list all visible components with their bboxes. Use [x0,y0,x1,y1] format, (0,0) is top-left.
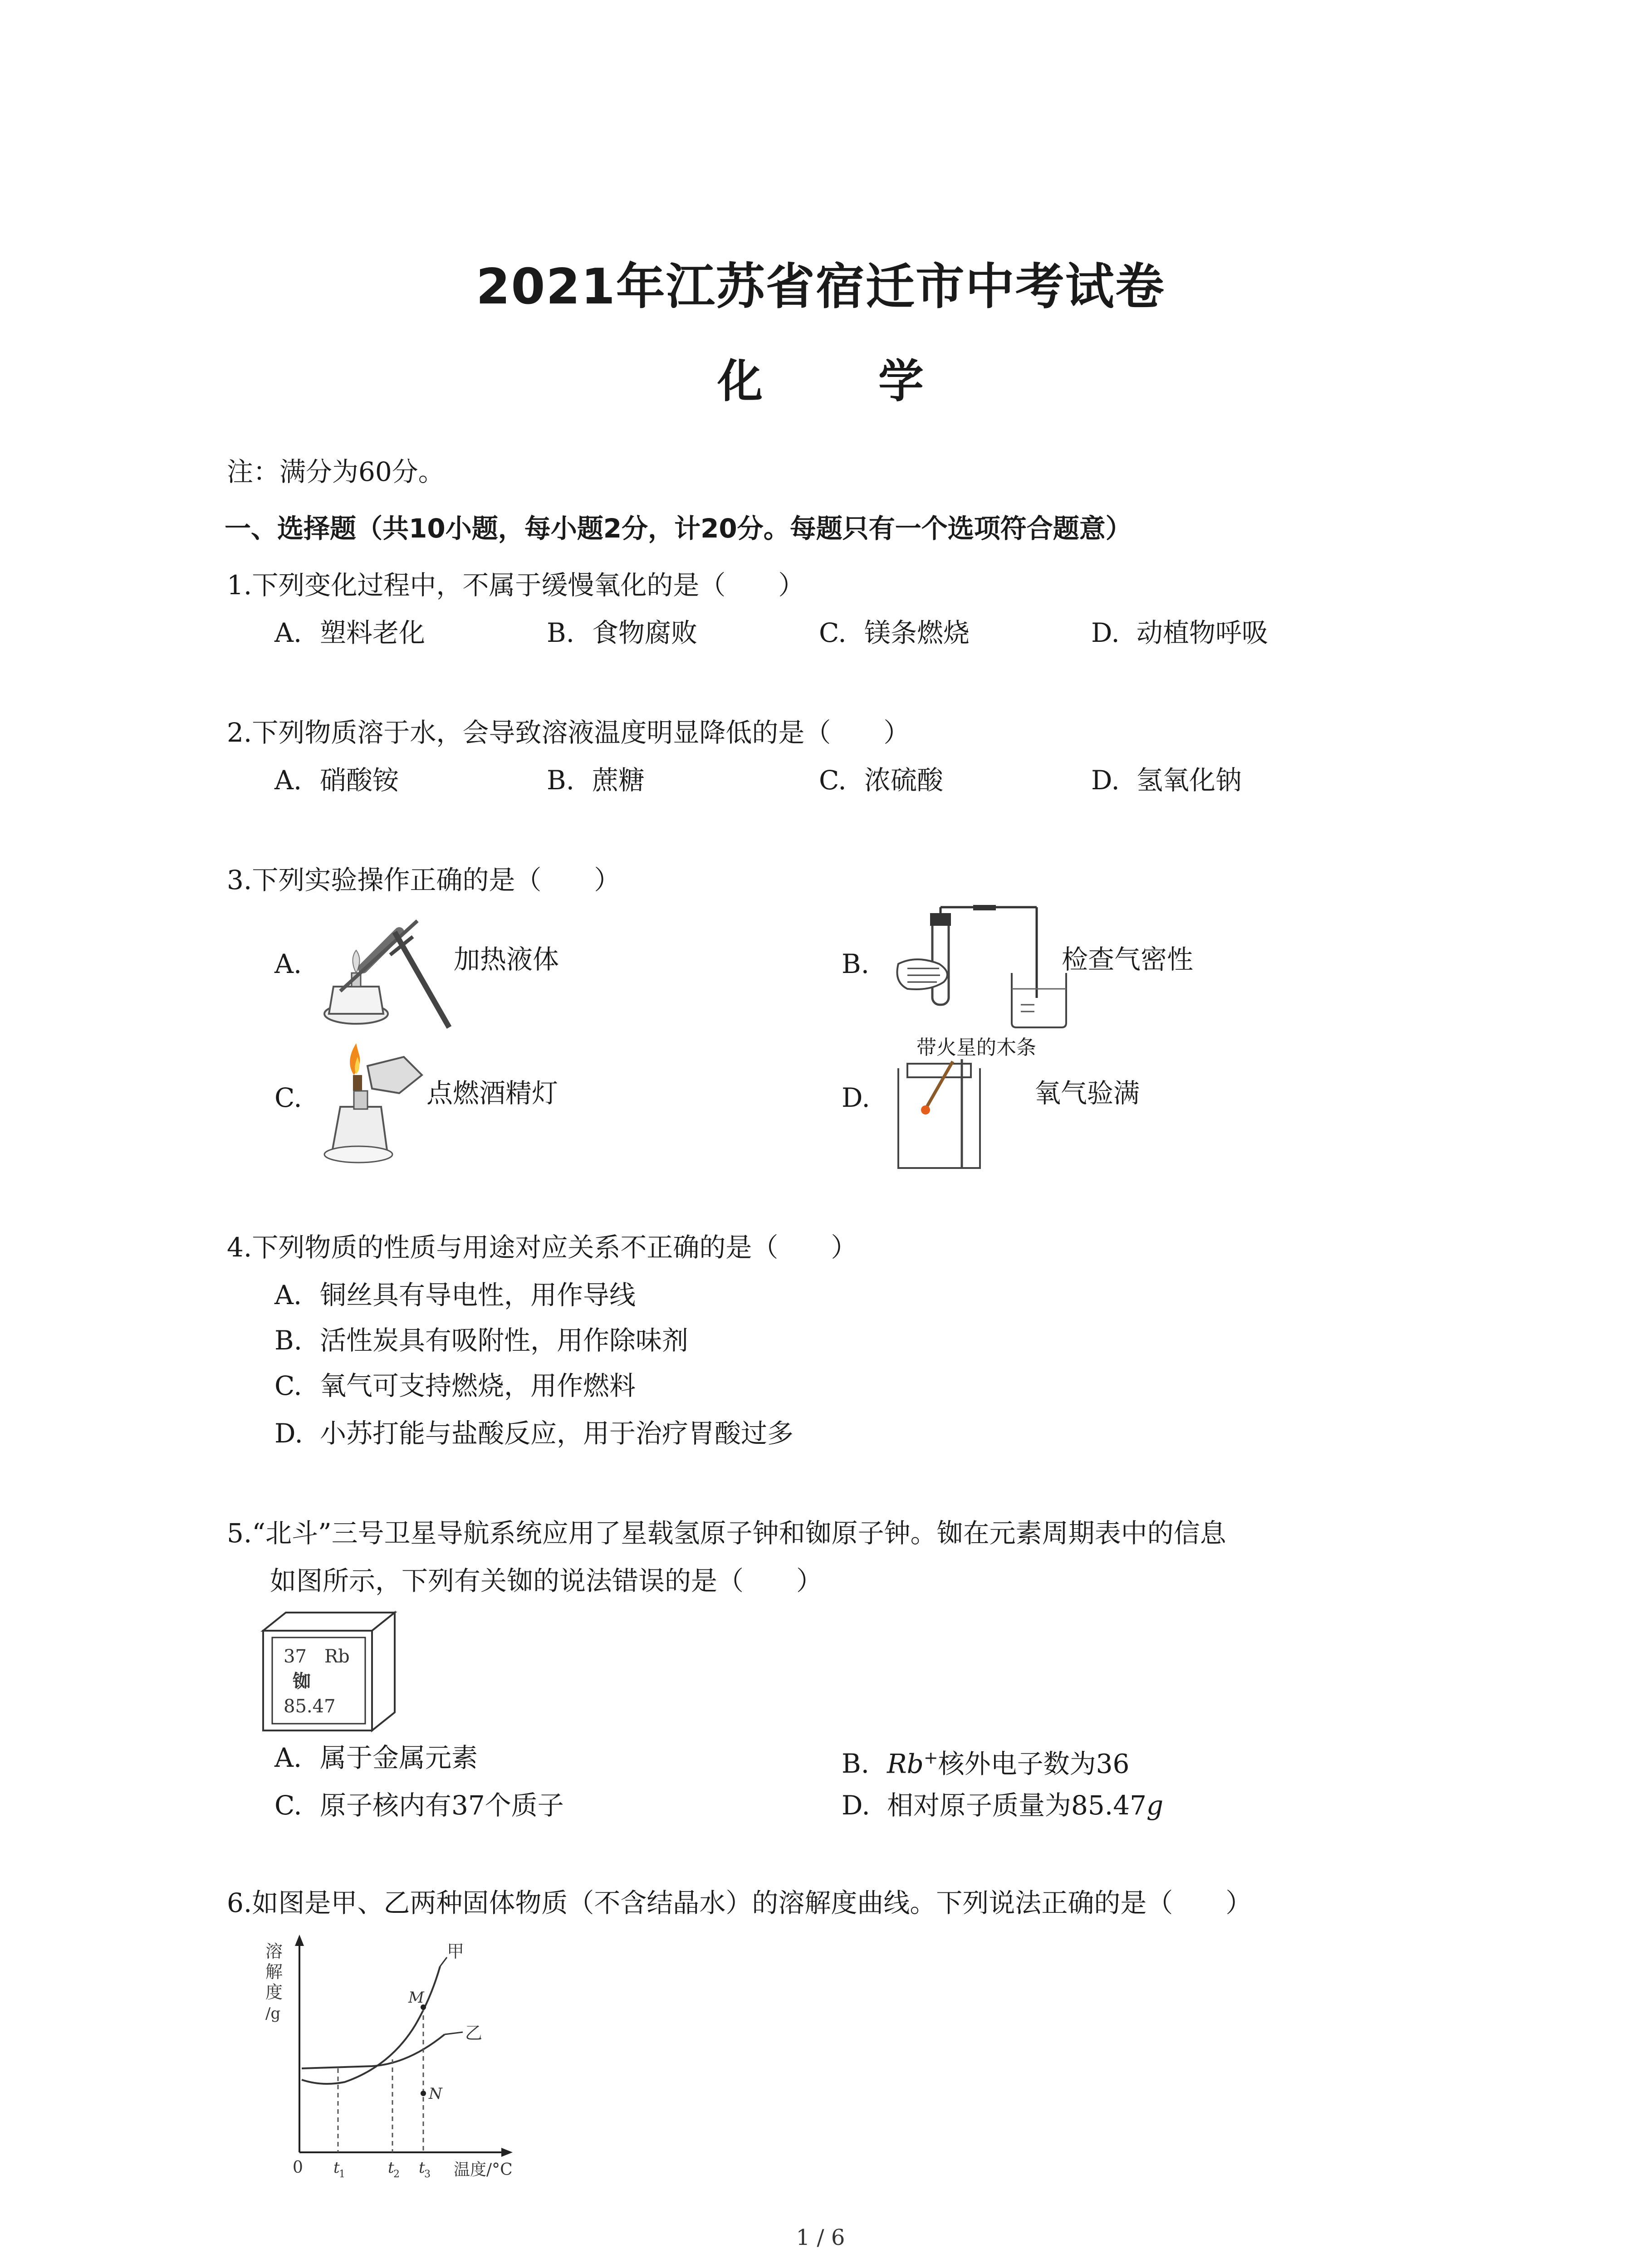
curve-yi-label: 乙 [465,2023,483,2043]
option-5a[interactable]: A. 属于金属元素 [274,1742,478,1773]
question-stem-line1: “北斗”三号卫星导航系统应用了星载氢原子钟和铷原子钟。铷在元素周期表中的信息 [252,1518,1226,1549]
t3-sub: 3 [424,2169,431,2180]
question-number: 2. [227,717,252,748]
option-2b[interactable]: B. 蔗糖 [547,765,645,796]
option-3a-text: 加热液体 [454,944,559,975]
y-axis-label-1: 溶 [265,1941,283,1961]
t2-label: t [388,2159,394,2177]
option-1a[interactable]: A. 塑料老化 [274,617,426,648]
option-2a[interactable]: A. 硝酸铵 [274,765,399,796]
question-number: 1. [227,570,252,601]
question-stem: 下列物质溶于水，会导致溶液温度明显降低的是（ ） [252,717,910,748]
option-5b[interactable]: B. Rb+核外电子数为36 [842,1748,1130,1779]
question-stem: 如图是甲、乙两种固体物质（不含结晶水）的溶解度曲线。下列说法正确的是（ ） [252,1887,1252,1918]
t1-label: t [333,2159,340,2177]
option-3c-text: 点燃酒精灯 [426,1078,558,1109]
element-name: 铷 [293,1671,311,1692]
option-3a-label[interactable]: A. [274,948,302,979]
t3-label: t [419,2159,425,2177]
question-number: 5. [227,1518,252,1549]
solubility-curve-graph [254,1930,544,2180]
question-1 [227,569,804,601]
element-number: 37 [284,1646,307,1667]
point-n [421,2091,426,2096]
x-axis-label: 温度/°C [454,2160,513,2179]
heating-liquid-illustration [313,905,467,1032]
section-heading: 一、选择题（共10小题，每小题2分，计20分。每题只有一个选项符合题意） [225,513,1132,544]
question-number: 6. [227,1887,252,1918]
x-axis-arrow-icon [501,2148,513,2157]
option-3d-text: 氧气验满 [1034,1078,1140,1109]
option-5c[interactable]: C. 原子核内有37个质子 [274,1790,564,1821]
lighting-alcohol-lamp-illustration [313,1039,436,1166]
question-3 [227,864,620,896]
question-stem: 下列实验操作正确的是（ ） [252,865,621,895]
origin-label: 0 [293,2158,303,2177]
question-6 [227,1887,1252,1919]
exam-subject: 化 学 [717,355,974,408]
option-4a[interactable]: A. 铜丝具有导电性，用作导线 [274,1280,636,1310]
t2-sub: 2 [393,2169,400,2180]
option-5d[interactable]: D. 相对原子质量为85.47g [842,1790,1164,1821]
element-symbol: Rb [324,1646,350,1667]
question-5-line2: 如图所示，下列有关铷的说法错误的是（ ） [270,1565,823,1596]
option-3b-label[interactable]: B. [842,948,870,979]
airtightness-check-illustration [889,905,1080,1032]
oxygen-full-check-illustration [889,1059,998,1173]
option-2c[interactable]: C. 浓硫酸 [819,765,944,796]
point-n-label: N [429,2085,442,2103]
question-stem: 下列变化过程中，不属于缓慢氧化的是（ ） [252,570,805,601]
question-stem: 下列物质的性质与用途对应关系不正确的是（ ） [252,1232,857,1263]
option-4d[interactable]: D. 小苏打能与盐酸反应，用于治疗胃酸过多 [274,1418,794,1449]
t1-sub: 1 [339,2169,345,2180]
exam-title: 2021年江苏省宿迁市中考试卷 [476,259,1165,315]
y-axis-label-2: 解 [265,1962,283,1982]
y-axis-label-3: 度 [265,1982,283,2002]
rubidium-element-card [259,1608,404,1733]
option-3c-label[interactable]: C. [274,1082,302,1113]
option-1d[interactable]: D. 动植物呼吸 [1091,617,1269,648]
element-mass: 85.47 [284,1696,336,1717]
option-4c[interactable]: C. 氧气可支持燃烧，用作燃料 [274,1370,636,1401]
question-5 [227,1517,1226,1549]
option-2d[interactable]: D. 氢氧化钠 [1091,765,1242,796]
option-1c[interactable]: C. 镁条燃烧 [819,617,970,648]
y-axis-label-4: /g [265,2004,281,2023]
score-note: 注：满分为60分。 [227,456,445,487]
y-axis-arrow-icon [295,1935,304,1946]
option-3b-text: 检查气密性 [1062,944,1194,975]
question-4 [227,1232,857,1263]
question-2 [227,717,910,748]
option-3d-label[interactable]: D. [842,1082,870,1113]
point-m-label: M [408,1989,424,2007]
option-1b[interactable]: B. 食物腐败 [547,617,698,648]
curve-jia-label: 甲 [447,1941,465,1961]
page-number: 1 / 6 [796,2225,845,2250]
option-4b[interactable]: B. 活性炭具有吸附性，用作除味剂 [274,1325,689,1356]
splint-caption: 带火星的木条 [916,1036,1036,1059]
question-number: 3. [227,865,252,895]
question-number: 4. [227,1232,252,1263]
